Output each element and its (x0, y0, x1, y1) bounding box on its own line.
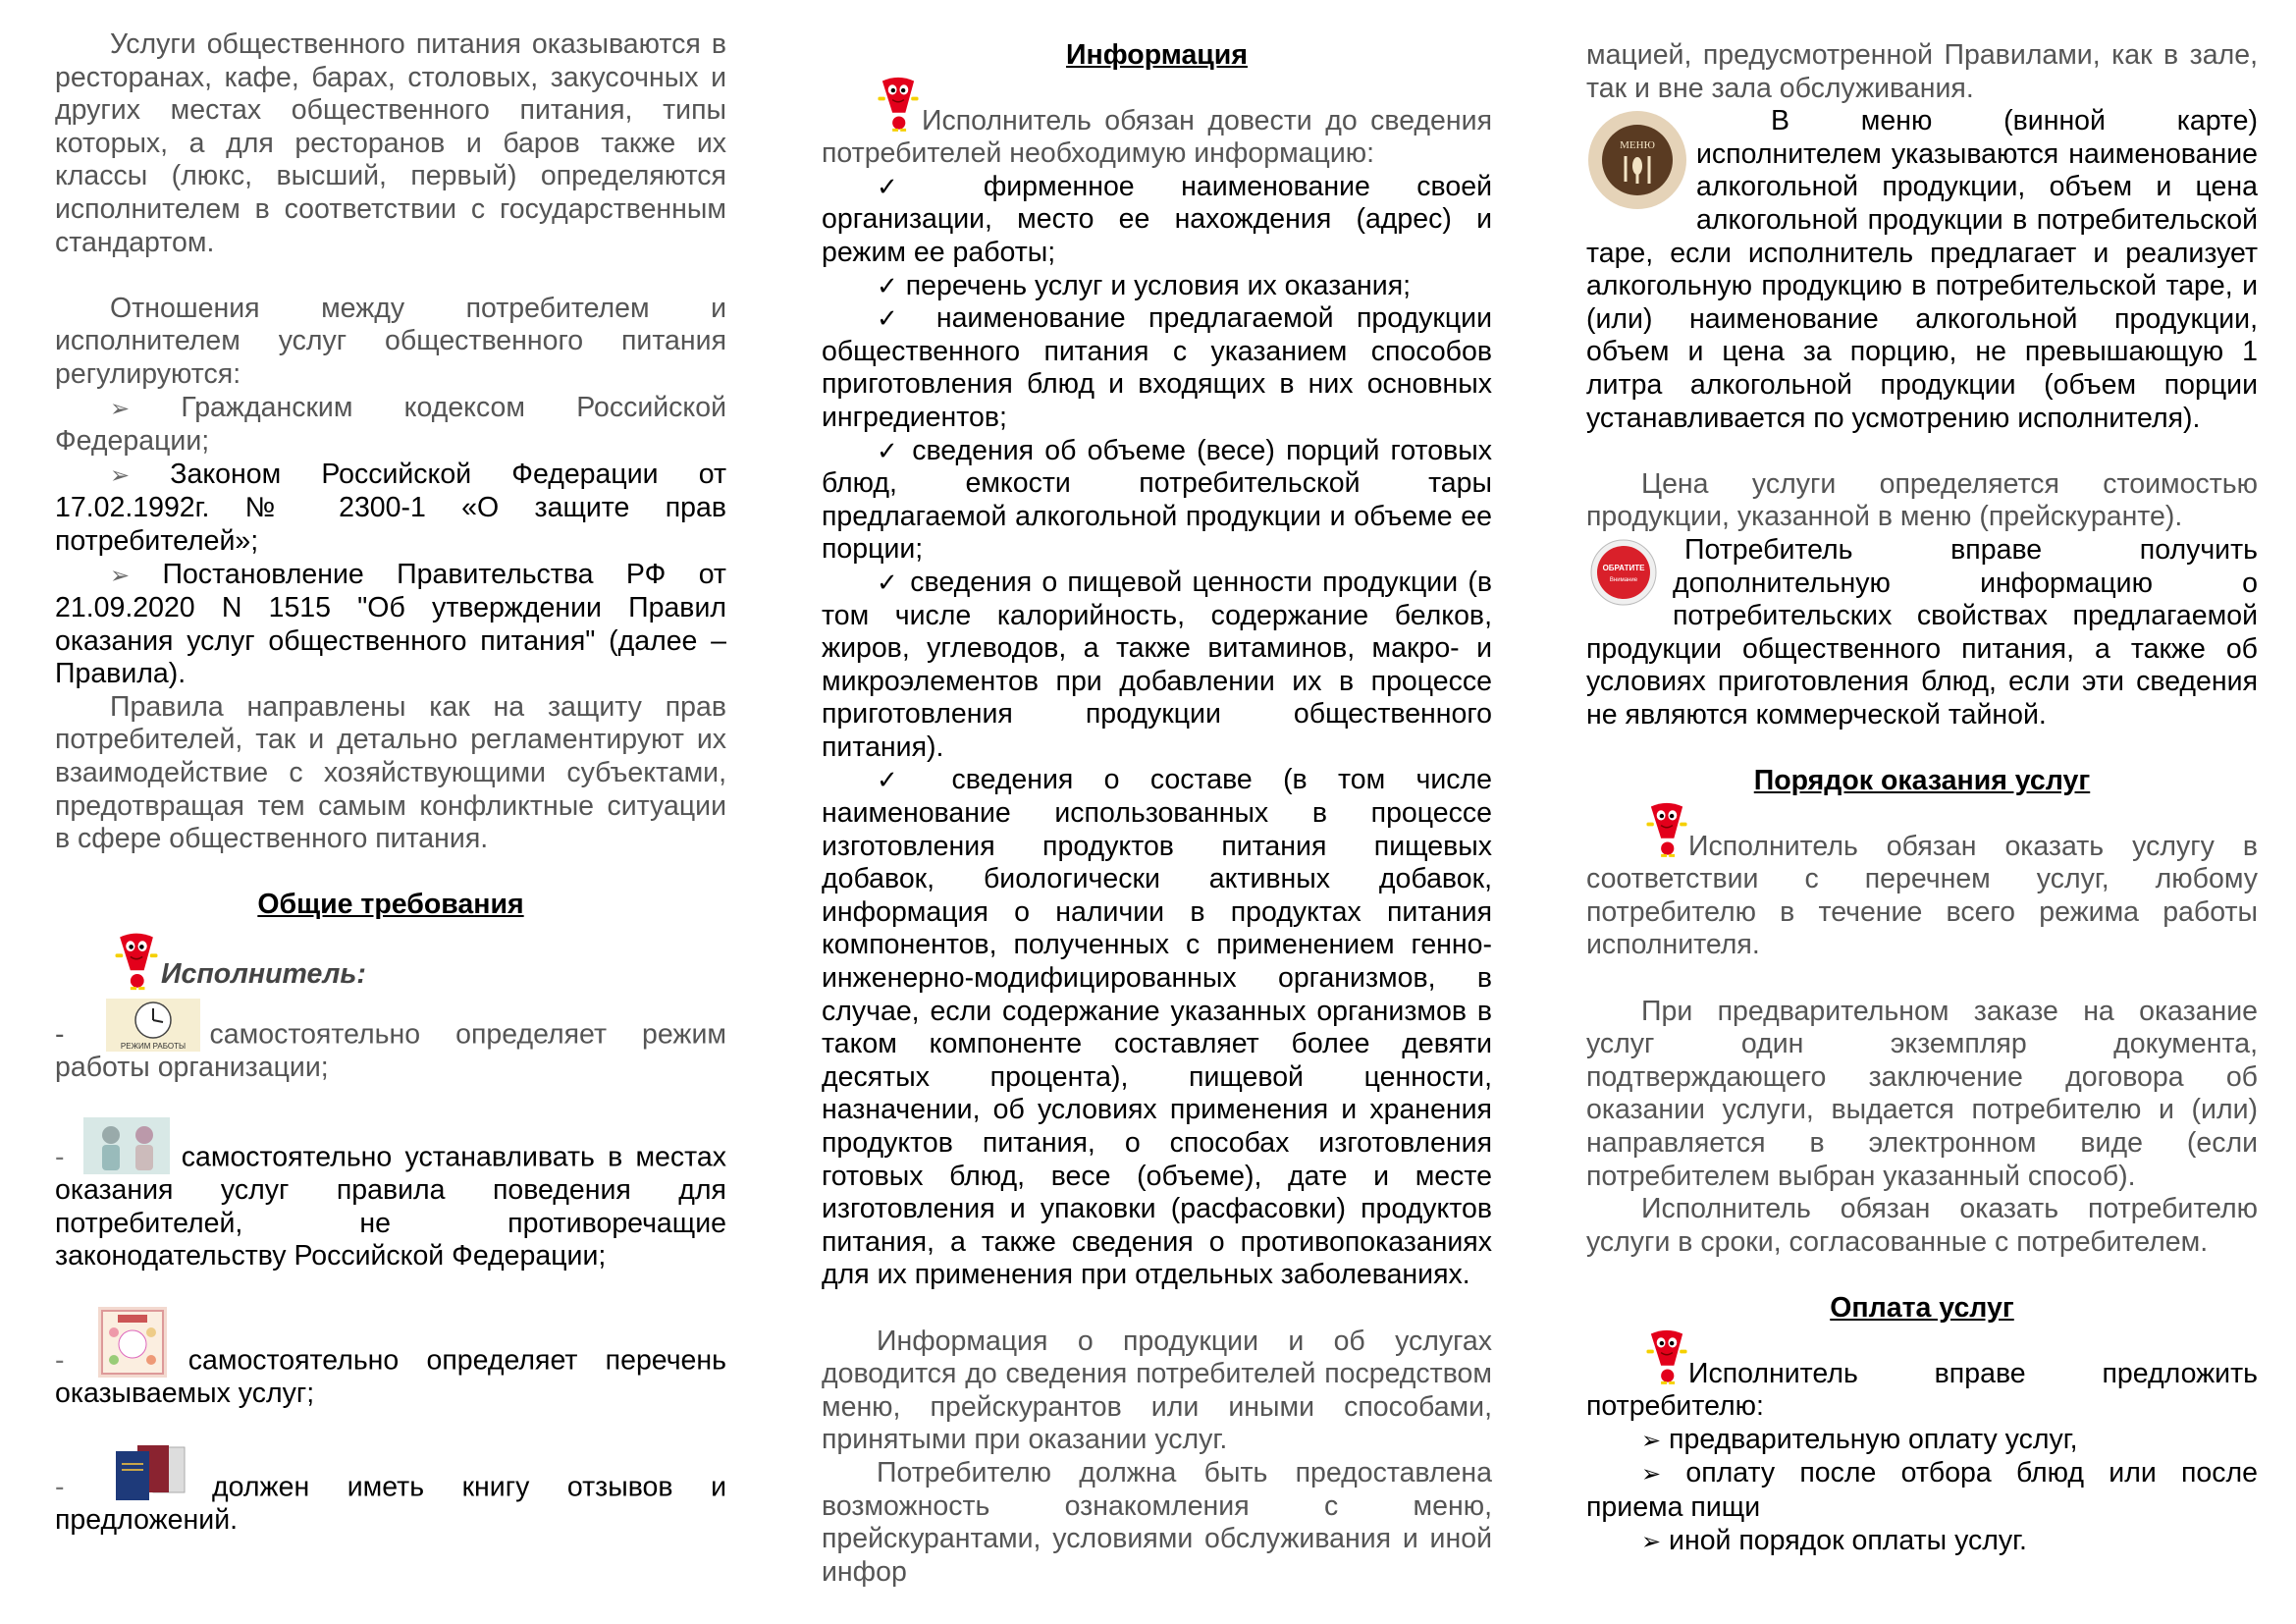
section-heading-general: Общие требования (257, 889, 524, 921)
check-icon: ✓ (877, 435, 902, 465)
information-item (822, 302, 1492, 434)
extra-info-paragraph (1586, 534, 2258, 732)
dash-bullet: - (55, 1471, 65, 1503)
information-intro-text: Исполнитель обязан довести до сведения потребителей необходимую информацию: (822, 104, 1492, 170)
information-item-text: перечень услуг и условия их оказания; (905, 269, 1412, 301)
menu-plate-icon (1586, 109, 1688, 217)
column-middle (822, 0, 1492, 1624)
payment-item (1586, 1525, 2258, 1559)
information-item-text: сведения о составе (в том числе наименование использованных в процессе изготовления продуктов питания пищевых добавок, биологически активных добавок, информация о наличии в продуктах питания компонентов, полученных с применением генно-инженерно-модифицированных организмов, в случае, если содержание указанных организмов в таком компоненте составляет более девяти десятых процента), пищевой ценности, назначении, об условиях применения и хранения продуктов питания, о способах изготовления готовых блюд, весе (объеме), дате и месте изготовления и упаковки (расфасовки) продуктов питания, а также сведения о противопоказаниях для их применения при отдельных заболеваниях. (822, 764, 1492, 1291)
arrow-bullet-icon: ➢ (1641, 1528, 1662, 1555)
performer-heading-row (114, 930, 726, 993)
arrow-bullet-icon: ➢ (110, 562, 131, 589)
information-item-text: фирменное наименование своей организации, место ее нахождения (адрес) и режим ее работы; (822, 170, 1492, 268)
check-icon: ✓ (877, 270, 898, 300)
svg-text:Внимание: Внимание (1609, 576, 1638, 583)
performer-item-text: самостоятельно устанавливать в местах оказания услуг правила поведения для потребителей, не противоречащие законодательству Российской Федерации; (55, 1141, 726, 1272)
price-paragraph: Цена услуги определяется стоимостью продукции, указанной в меню (прейскуранте). (1586, 467, 2258, 533)
extra-info-text: Потребитель вправе получить дополнительную информацию о потребительских свойствах предлагаемой продукции общественного питания, а также об условиях приготовления блюд, если эти сведения не являются коммерческой тайной. (1586, 533, 2258, 731)
column-right (1586, 0, 2258, 1624)
rules-people-icon (83, 1117, 170, 1174)
attention-badge-icon (1586, 538, 1665, 609)
check-icon: ✓ (877, 303, 914, 334)
arrow-bullet-icon: ➢ (110, 461, 131, 489)
performer-item-text: должен иметь книгу отзывов и предложений. (55, 1471, 726, 1536)
regulation-item-text: Постановление Правительства РФ от 21.09.2020 N 1515 "Об утверждении Правил оказания услуг общественного питания" (далее – Правила). (55, 558, 726, 690)
regulation-item-text: Законом Российской Федерации от 17.02.1992г. № 2300-1 «О защите прав потребителей»; (55, 458, 726, 557)
arrow-bullet-icon: ➢ (1641, 1461, 1662, 1489)
svg-text:РЕЖИМ РАБОТЫ: РЕЖИМ РАБОТЫ (120, 1042, 186, 1052)
payment-text: Исполнитель вправе предложить потребителю: (1586, 1357, 2258, 1423)
performer-item (55, 1117, 726, 1273)
regulation-paragraph: Отношения между потребителем и исполнителем услуг общественного питания регулируются: (55, 292, 726, 390)
mascot-exclamation-icon (1645, 1327, 1688, 1386)
complaint-book-icon (108, 1443, 196, 1504)
payment-item-text: иной порядок оплаты услуг. (1669, 1524, 2027, 1556)
information-item-text: наименование предлагаемой продукции общественного питания с указанием способов приготовления блюд и входящих в них основных ингредиентов; (822, 302, 1492, 433)
menu-access-continuation-text: мацией, предусмотренной Правилами, как в зале, так и вне зала обслуживания. (1586, 39, 2258, 104)
information-item-text: сведения об объеме (весе) порций готовых блюд, емкости потребительской тары предлагаемой алкогольной продукции и объеме ее порции; (822, 434, 1492, 566)
information-item (822, 764, 1492, 1292)
svg-text:ОБРАТИТЕ: ОБРАТИТЕ (1602, 563, 1645, 572)
performer-item (55, 999, 726, 1085)
section-heading-information: Информация (1066, 39, 1248, 71)
regulation-item (55, 392, 726, 459)
regulation-item (55, 459, 726, 559)
performer-item (55, 1443, 726, 1538)
performer-label: Исполнитель: (161, 958, 366, 991)
mascot-exclamation-icon (114, 930, 159, 993)
intro-paragraph: Услуги общественного питания оказываются в ресторанах, кафе, барах, столовых, закусочных и других местах общественного питания, типы которых, а для ресторанов и баров также их классы (люкс, высший, первый) определяются исполнителем в соответствии с государственным стандартом. (55, 28, 726, 258)
regulation-item (55, 559, 726, 691)
information-item (822, 567, 1492, 765)
payment-item-text: предварительную оплату услуг, (1669, 1423, 2078, 1455)
information-channel-paragraph: Информация о продукции и об услугах доводится до сведения потребителей посредством меню, прейскурантов или иными способами, принятыми при оказании услуг. (822, 1325, 1492, 1456)
check-icon: ✓ (877, 765, 922, 795)
check-icon: ✓ (877, 171, 937, 201)
menu-access-paragraph: Потребителю должна быть предоставлена возможность ознакомления с меню, прейскурантами, условиями обслуживания и иной инфор (822, 1456, 1492, 1588)
performer-item-text: самостоятельно определяет режим работы организации; (55, 1018, 726, 1084)
information-item (822, 435, 1492, 567)
menu-access-continuation (1586, 39, 2258, 105)
section-heading-payment: Оплата услуг (1830, 1291, 2014, 1324)
svg-text:МЕНЮ: МЕНЮ (1620, 139, 1655, 152)
preorder-paragraph: При предварительном заказе на оказание услуг один экземпляр документа, подтверждающего заключение договора об оказании услуги, выдается потребителю и (или) направляется в электронном виде (если потребителем выбран указанный способ). (1586, 995, 2258, 1192)
payment-paragraph (1586, 1327, 2258, 1424)
clock-schedule-icon (106, 999, 200, 1052)
payment-list (1586, 1424, 2258, 1558)
arrow-bullet-icon: ➢ (1641, 1427, 1662, 1454)
column-left (55, 0, 726, 1624)
regulation-item-text: Гражданским кодексом Российской Федерации; (55, 391, 726, 458)
performer-item (55, 1307, 726, 1411)
deadline-paragraph: Исполнитель обязан оказать потребителю услуги в сроки, согласованные с потребителем. (1586, 1193, 2258, 1258)
mascot-exclamation-icon (877, 75, 920, 134)
section-heading-order: Порядок оказания услуг (1753, 765, 2091, 797)
information-item (822, 171, 1492, 270)
information-intro (822, 75, 1492, 171)
menu-alcohol-text: В меню (винной карте) исполнителем указываются наименование алкогольной продукции, объем и цена алкогольной продукции в потребительской таре, если исполнитель предлагает и реализует алкогольную продукцию в потребительской таре, и (или) наименование алкогольной продукции, объем и цена за порцию, не превышающую 1 литра алкогольной продукции (объем порции устанавливается по усмотрению исполнителя). (1586, 105, 2258, 434)
payment-item-text: оплату после отбора блюд или после приема пищи (1586, 1457, 2258, 1523)
menu-board-icon (98, 1307, 167, 1378)
information-list (822, 171, 1492, 1292)
payment-item (1586, 1457, 2258, 1524)
arrow-bullet-icon: ➢ (110, 395, 131, 422)
order-paragraph (1586, 800, 2258, 962)
information-item (822, 270, 1492, 303)
dash-bullet: - (55, 1344, 65, 1376)
rules-purpose-paragraph: Правила направлены как на защиту прав потребителей, так и детально регламентируют их взаимодействие с хозяйствующими субъектами, предотвращая тем самым конфликтные ситуации в сфере общественного питания. (55, 690, 726, 855)
check-icon: ✓ (877, 567, 901, 597)
order-text: Исполнитель обязан оказать услугу в соответствии с перечнем услуг, любому потребителю в течение всего режима работы исполнителя. (1586, 830, 2258, 961)
payment-item (1586, 1424, 2258, 1458)
information-item-text: сведения о пищевой ценности продукции (в том числе калорийность, содержание белков, жиров, углеводов, а также витаминов, макро- и микроэлементов при добавлении их в процессе приготовления продукции общественного питания). (822, 566, 1492, 763)
dash-bullet: - (55, 1018, 65, 1051)
dash-bullet: - (55, 1141, 65, 1173)
mascot-exclamation-icon (1645, 800, 1688, 859)
performer-item-text: самостоятельно определяет перечень оказываемых услуг; (55, 1344, 726, 1409)
